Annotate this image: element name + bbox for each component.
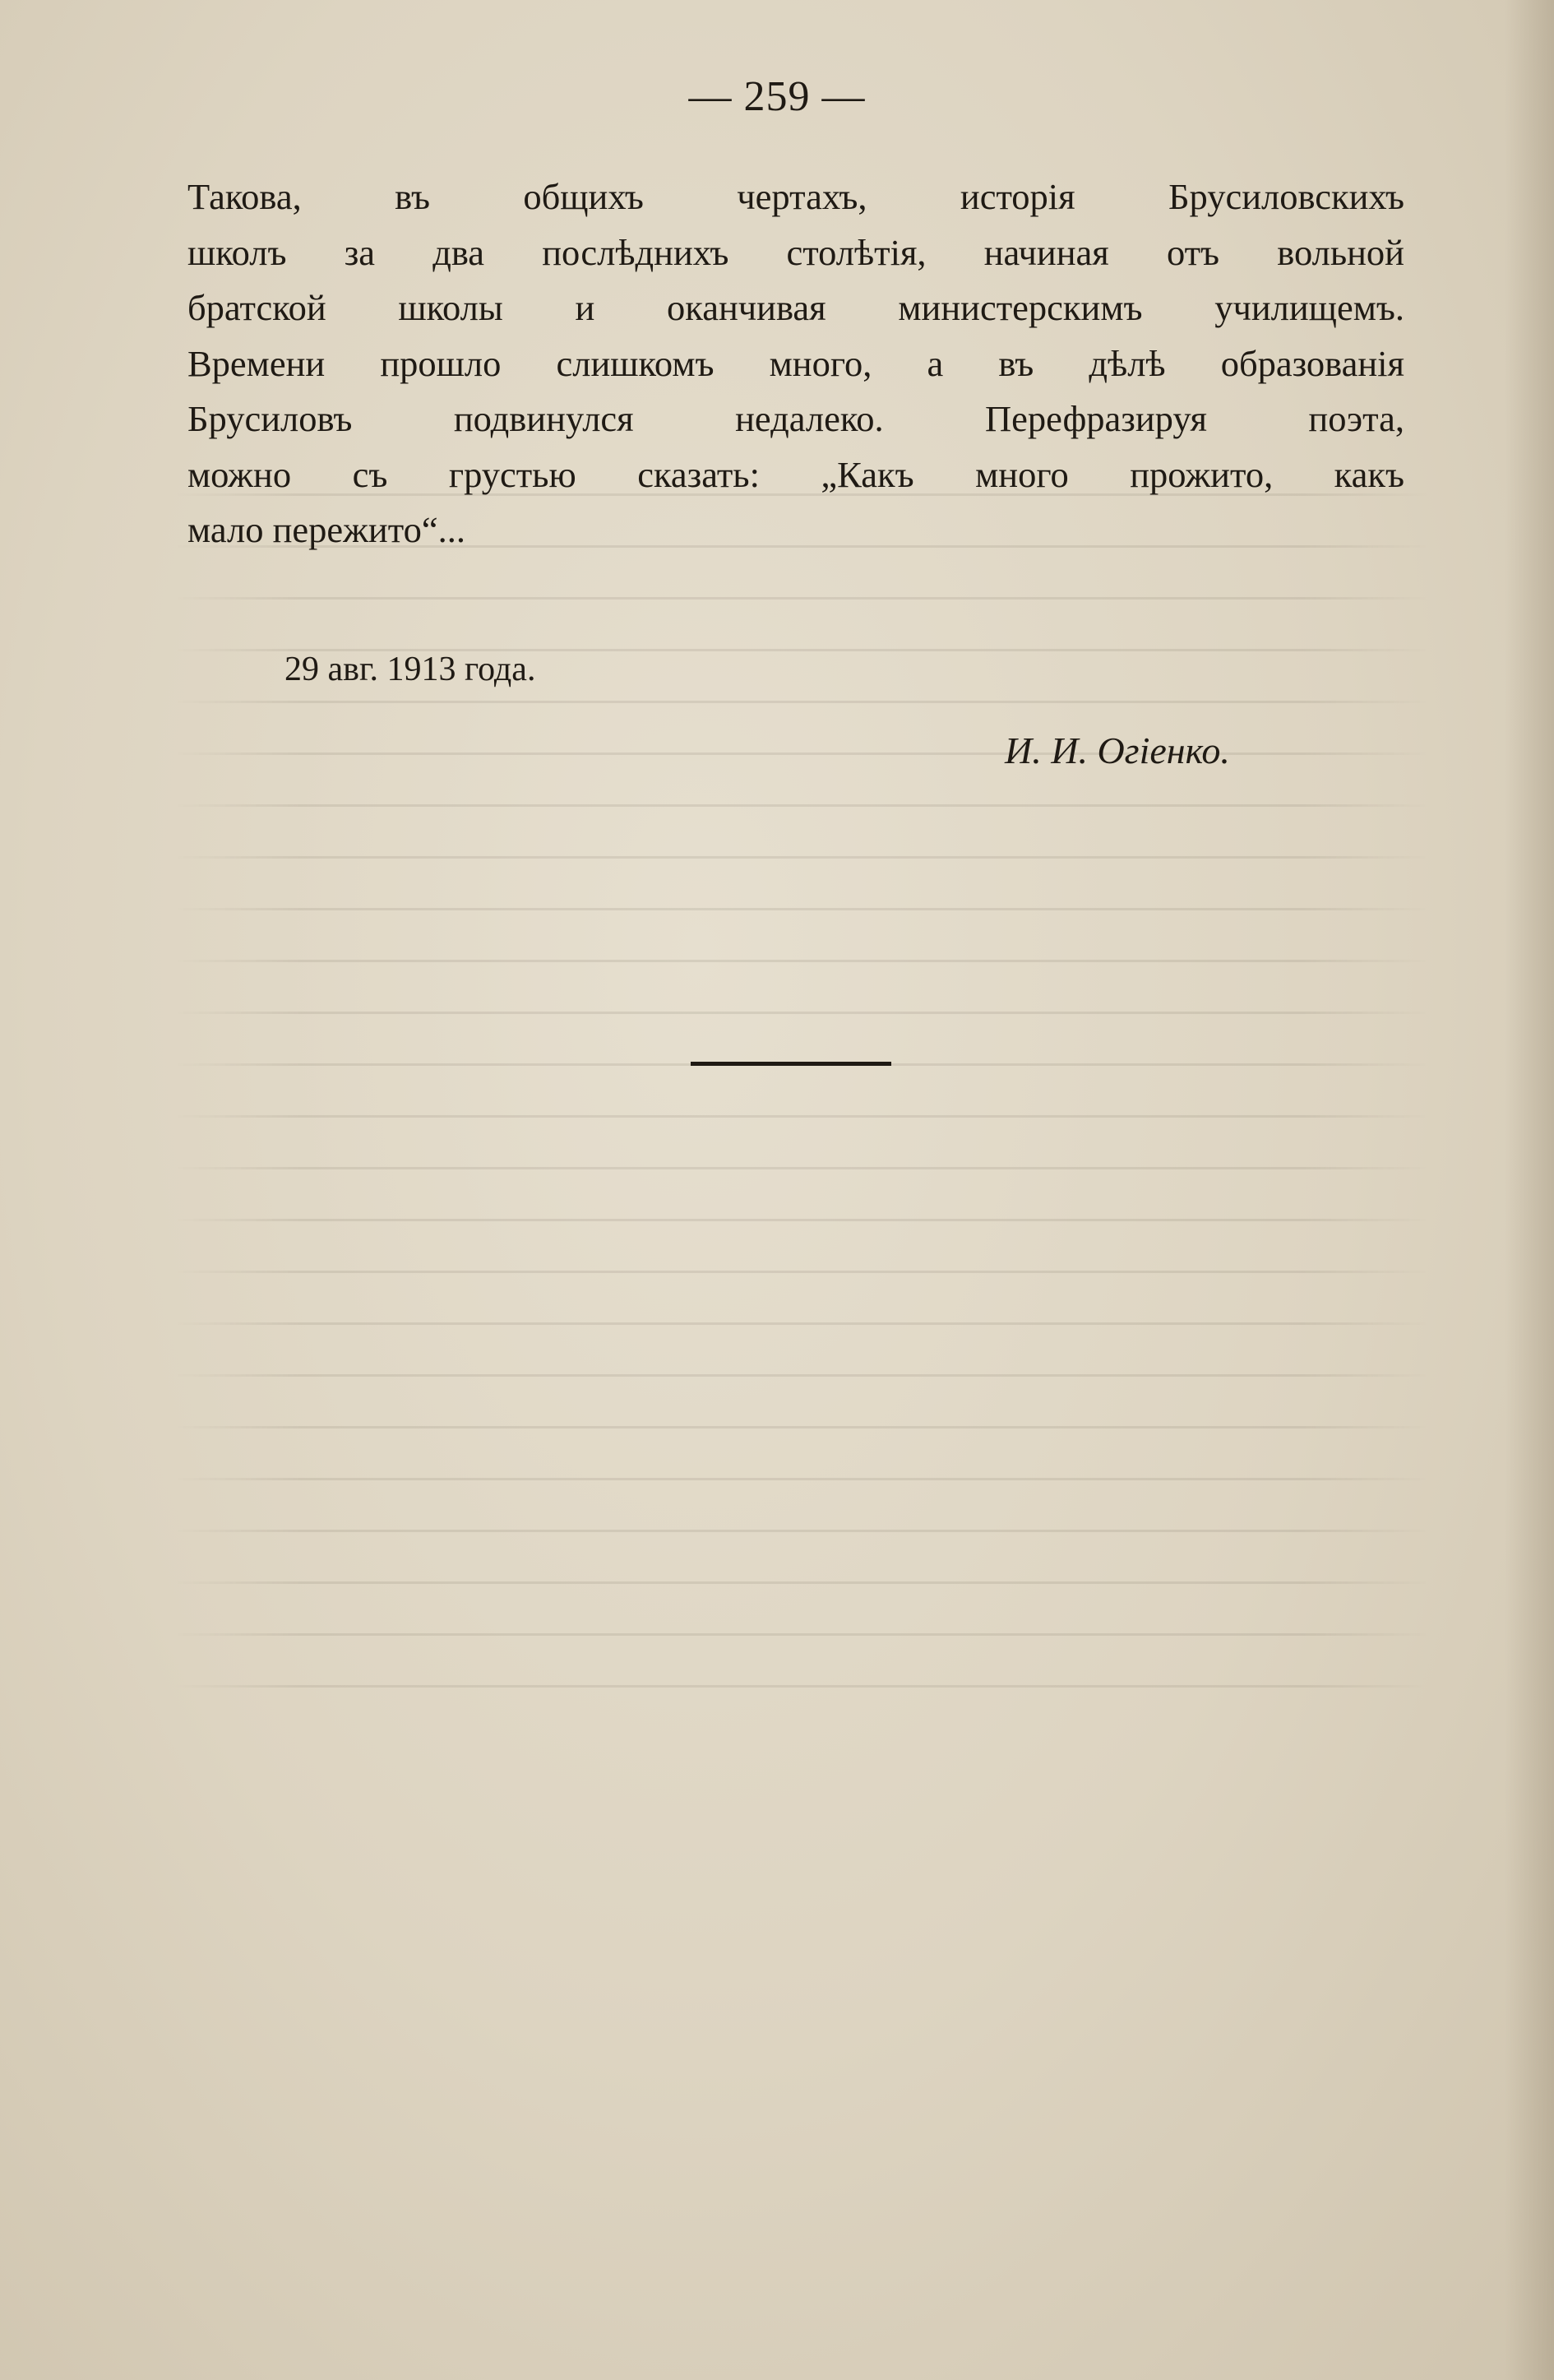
body-paragraph bbox=[187, 169, 1404, 558]
page-edge-shadow bbox=[1505, 0, 1554, 2380]
paragraph-line: Такова, въ общихъ чертахъ, исторія Брусиловскихъ bbox=[187, 176, 1404, 217]
page-number: — 259 — bbox=[688, 73, 866, 120]
date-line: 29 авг. 1913 года. bbox=[284, 651, 536, 688]
paragraph-line: братской школы и оканчивая министерскимъ училищемъ. bbox=[187, 287, 1404, 328]
paragraph-line: мало пережито“... bbox=[187, 509, 465, 550]
paragraph-line: можно съ грустью сказать: „Какъ много прожито, какъ bbox=[187, 453, 1404, 495]
paragraph-line: Брусиловъ подвинулся недалеко. Перефразируя поэта, bbox=[187, 398, 1404, 439]
end-rule-divider bbox=[691, 1062, 891, 1066]
paragraph-line: школъ за два послѣднихъ столѣтія, начиная отъ вольной bbox=[187, 231, 1404, 273]
paragraph-line: Времени прошло слишкомъ много, а въ дѣлѣ образованія bbox=[187, 342, 1404, 384]
author-signature: И. И. Огіенко. bbox=[1005, 729, 1230, 771]
